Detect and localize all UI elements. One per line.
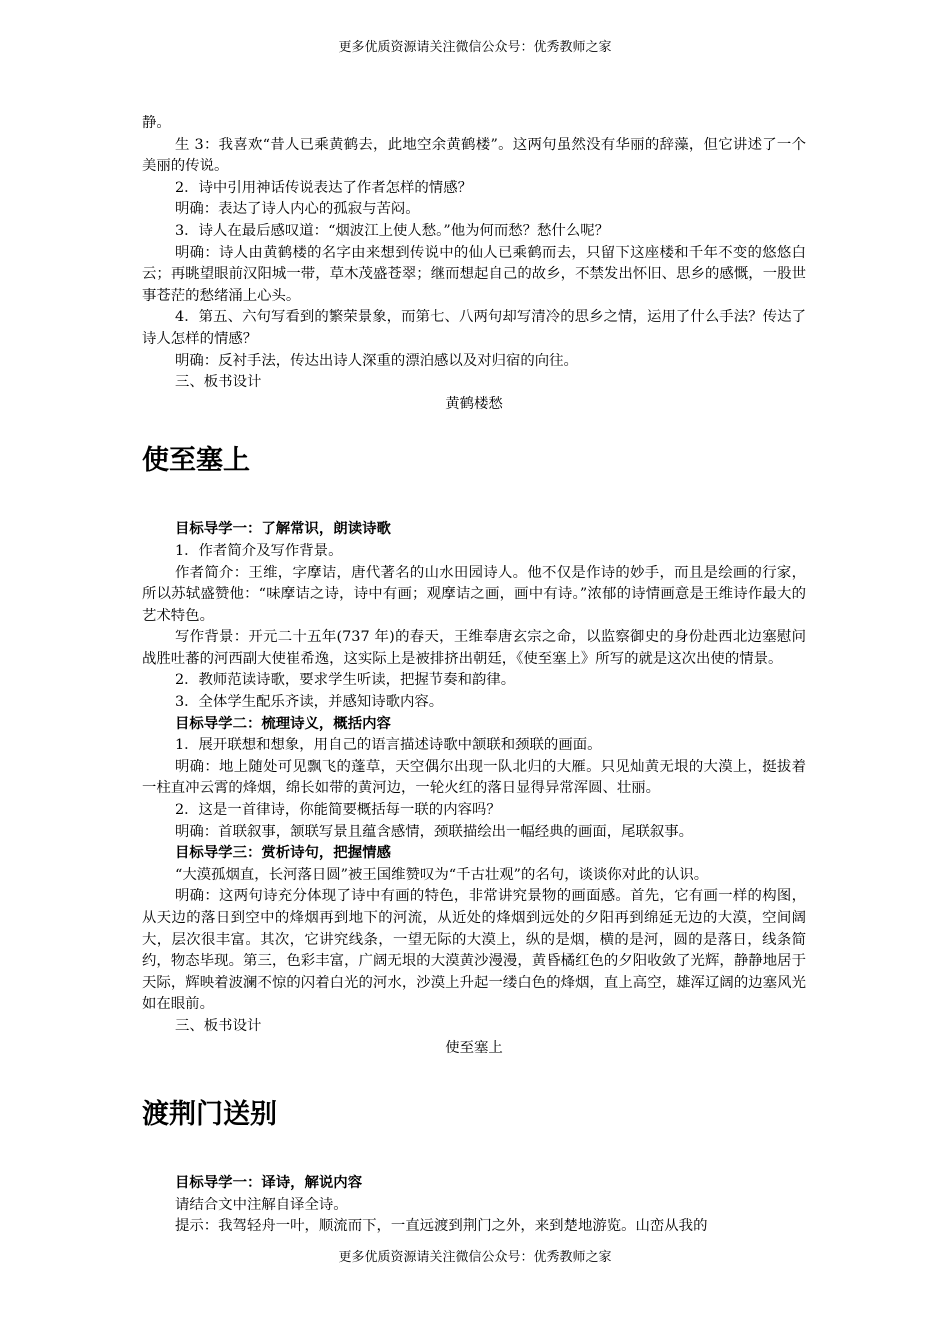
question: “大漠孤烟直，长河落日圆”被王国维赞叹为“千古壮观”的名句，谈谈你对此的认识。 — [175, 866, 709, 883]
paragraph: 3．全体学生配乐齐读，并感知诗歌内容。 — [175, 694, 444, 711]
answer: 明确：这两句诗充分体现了诗中有画的特色，非常讲究景物的画面感。首先，它有画一样的构图，从天边的落日到空中的烽烟再到地下的河流，从近处的烽烟到远处的夕阳再到绵延无边的大漠，空间阔大，层次很丰富。其次，它讲究线条，一望无际的大漠上，纵的是烟，横的是河，圆的是落日，线条简约，物态毕现。第三，色彩丰富，广阔无垠的大漠黄沙漫漫，黄昏橘红色的夕阳收敛了光辉，静静地居于天际，辉映着波澜不惊的闪着白光的河水，沙漠上升起一缕白色的烽烟，直上高空，雄浑辽阔的边塞风光如在眼前。 — [142, 888, 806, 1013]
board-design-label: 三、板书设计 — [175, 1017, 262, 1034]
board-design-title: 使至塞上 — [445, 1039, 503, 1056]
goal-heading: 目标导学一：了解常识，朗读诗歌 — [175, 521, 391, 538]
page-header: 更多优质资源请关注微信公众号：优秀教师之家 — [338, 40, 612, 55]
answer: 明确：反衬手法，传达出诗人深重的漂泊感以及对归宿的向往。 — [175, 352, 578, 369]
paragraph: 写作背景：开元二十五年(737 年)的春天，王维奉唐玄宗之命，以监察御史的身份赴西北边塞慰问战胜吐蕃的河西副大使崔希逸，这实际上是被排挤出朝廷，《使至塞上》所写的就是这次出使的情景。 — [142, 629, 806, 667]
question: 2．诗中引用神话传说表达了作者怎样的情感？ — [175, 179, 472, 196]
question: 3．诗人在最后感叹道：“烟波江上使人愁。”他为何而愁？愁什么呢？ — [175, 222, 609, 239]
answer: 明确：地上随处可见飘飞的蓬草，天空偶尔出现一队北归的大雁。只见灿黄无垠的大漠上，挺拔着一柱直冲云霄的烽烟，绵长如带的黄河边，一轮火红的落日显得异常浑圆、壮丽。 — [142, 758, 806, 797]
question: 2．这是一首律诗，你能简要概括每一联的内容吗？ — [175, 802, 501, 819]
paragraph: 2．教师范读诗歌，要求学生听读，把握节奏和韵律。 — [175, 672, 516, 689]
answer: 明确：首联叙事，颔联写景且蕴含感情，颈联描绘出一幅经典的画面，尾联叙事。 — [175, 823, 694, 840]
question: 1．展开联想和想象，用自己的语言描述诗歌中颔联和颈联的画面。 — [175, 737, 602, 754]
section-title: 使至塞上 — [142, 445, 250, 476]
board-design-label: 三、板书设计 — [175, 374, 262, 391]
answer: 明确：表达了诗人内心的孤寂与苦闷。 — [175, 201, 420, 218]
document-body — [142, 113, 806, 1238]
goal-heading: 目标导学一：译诗，解说内容 — [175, 1175, 363, 1192]
paragraph: 作者简介：王维，字摩诘，唐代著名的山水田园诗人。他不仅是作诗的妙手，而且是绘画的行家，所以苏轼盛赞他：“味摩诘之诗，诗中有画；观摩诘之画，画中有诗。”浓郁的诗情画意是王维诗作最大的艺术特色。 — [142, 564, 806, 624]
paragraph: 静。 — [142, 115, 171, 131]
goal-heading: 目标导学二：梳理诗义，概括内容 — [175, 715, 391, 732]
board-design-title: 黄鹤楼愁 — [445, 395, 503, 412]
paragraph: 请结合文中注解自译全诗。 — [175, 1196, 348, 1213]
question: 4．第五、六句写看到的繁荣景象，而第七、八两句却写清冷的思乡之情，运用了什么手法？传达了诗人怎样的情感？ — [142, 309, 806, 347]
page-footer: 更多优质资源请关注微信公众号：优秀教师之家 — [338, 1250, 612, 1265]
goal-heading: 目标导学三：赏析诗句，把握情感 — [175, 845, 391, 862]
paragraph: 1．作者简介及写作背景。 — [175, 542, 343, 559]
paragraph: 生 3：我喜欢“昔人已乘黄鹤去，此地空余黄鹤楼”。这两句虽然没有华丽的辞藻，但它讲述了一个美丽的传说。 — [142, 136, 806, 175]
section-title: 渡荆门送别 — [142, 1099, 277, 1130]
paragraph: 提示：我驾轻舟一叶，顺流而下，一直远渡到荆门之外，来到楚地游览。山峦从我的 — [175, 1218, 708, 1235]
answer: 明确：诗人由黄鹤楼的名字由来想到传说中的仙人已乘鹤而去，只留下这座楼和千年不变的悠悠白云；再眺望眼前汉阳城一带，草木茂盛苍翠；继而想起自己的故乡，不禁发出怀旧、思乡的感慨，一股世事苍茫的愁绪涌上心头。 — [142, 244, 806, 304]
